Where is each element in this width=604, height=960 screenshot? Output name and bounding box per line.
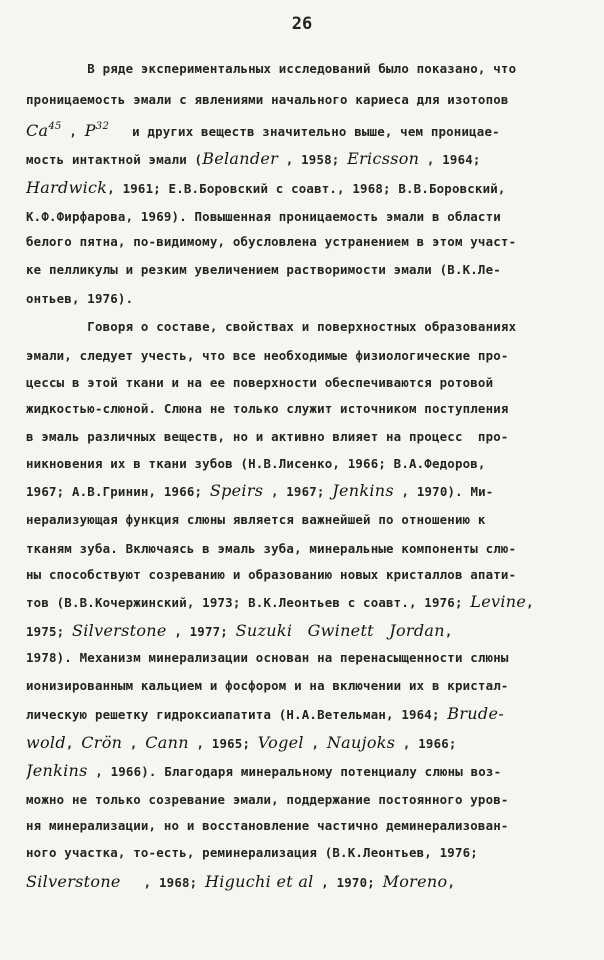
- handwritten-name: Suzuki: [235, 621, 293, 640]
- typed-text: ного участка, то-есть, реминерализация (В.К.Леонтьев, 1976;: [26, 845, 478, 860]
- typed-text: тов (В.В.Кочержинский, 1973; В.К.Леонтьев с соавт., 1976;: [26, 595, 471, 610]
- typed-text: [292, 624, 307, 639]
- typed-text: , 1966;: [395, 736, 457, 751]
- typed-text: ке пелликулы и резким увеличением растворимости эмали (В.К.Ле-: [26, 262, 501, 277]
- typed-text: ионизированным кальцием и фосфором и на включении их в кристал-: [26, 678, 509, 693]
- typed-text: лическую решетку гидроксиапатита (Н.А.Ветельман, 1964;: [26, 707, 448, 722]
- typed-text: жидкостью-слюной. Слюна не только служит источником поступления: [26, 401, 509, 416]
- text-line: [26, 872, 578, 894]
- typed-text: в эмаль различных веществ, но и активно влияет на процесс про-: [26, 429, 509, 444]
- typed-text: , 1961; Е.В.Боровский с соавт., 1968; В.В.Боровский,: [107, 181, 506, 196]
- typed-text: проницаемость эмали с явлениями начального кариеса для изотопов: [26, 92, 509, 107]
- handwritten-name: Brude-: [447, 704, 504, 723]
- handwritten-name: Cann: [145, 733, 189, 752]
- typed-text: белого пятна, по-видимому, обусловлена устранением в этом участ-: [26, 234, 517, 249]
- typed-text: , 1965;: [188, 736, 258, 751]
- typed-text: ,: [122, 736, 146, 751]
- handwritten-name: Speirs: [209, 481, 264, 500]
- handwritten-name: Jenkins: [26, 761, 88, 780]
- typed-text: никновения их в ткани зубов (Н.В.Лисенко, 1966; В.А.Федоров,: [26, 456, 486, 471]
- typed-text: Говоря о составе, свойствах и поверхностных образованиях: [26, 319, 517, 334]
- text-line: [26, 149, 578, 171]
- handwritten-name: Silverstone: [71, 621, 167, 640]
- text-line: [26, 121, 578, 143]
- typed-text: ,: [65, 736, 82, 751]
- handwritten-name: wold: [26, 733, 66, 752]
- typed-text: В ряде экспериментальных исследований было показано, что: [26, 61, 517, 76]
- typed-text: , 1967;: [263, 484, 333, 499]
- handwritten-name: Hardwick: [26, 178, 108, 197]
- handwritten-name: 32: [95, 121, 110, 132]
- text-line: [26, 372, 578, 394]
- text-line: [26, 426, 578, 448]
- text-line: [26, 58, 578, 80]
- text-line: [26, 815, 578, 837]
- text-line: [26, 592, 578, 614]
- typed-text: цессы в этой ткани и на ее поверхности обеспечиваются ротовой: [26, 375, 494, 390]
- typed-text: ,: [61, 124, 85, 139]
- text-line: [26, 621, 578, 643]
- text-line: [26, 288, 578, 310]
- typed-text: можно не только созревание эмали, поддержание постоянного уров-: [26, 792, 509, 807]
- typed-text: , 1968;: [120, 875, 205, 890]
- text-line: [26, 704, 578, 726]
- text-line: [26, 538, 578, 560]
- handwritten-name: Ca: [26, 121, 49, 140]
- text-line: [26, 206, 578, 228]
- typed-text: 1978). Механизм минерализации основан на перенасыщенности слюны: [26, 650, 509, 665]
- typed-text: ,: [444, 624, 453, 639]
- page-number: 26: [291, 14, 313, 34]
- typed-text: ,: [526, 595, 534, 610]
- handwritten-name: P: [84, 121, 96, 140]
- typed-text: мость интактной эмали (: [26, 152, 203, 167]
- typed-text: , 1966). Благодаря минеральному потенциалу слюны воз-: [87, 764, 502, 779]
- handwritten-name: Levine: [470, 592, 527, 611]
- typed-text: , 1977;: [166, 624, 236, 639]
- text-line: [26, 453, 578, 475]
- handwritten-name: Belander: [202, 149, 279, 168]
- typed-text: и других веществ значительно выше, чем проницае-: [109, 124, 500, 139]
- typed-text: ня минерализации, но и восстановление частично деминерализован-: [26, 818, 509, 833]
- typed-text: 1967; А.В.Гринин, 1966;: [26, 484, 210, 499]
- text-line: [26, 509, 578, 531]
- text-line: [26, 842, 578, 864]
- typed-text: тканям зуба. Включаясь в эмаль зуба, минеральные компоненты слю-: [26, 541, 517, 556]
- text-line: [26, 733, 578, 755]
- text-line: [26, 89, 578, 111]
- handwritten-name: Higuchi et al: [204, 872, 314, 891]
- typed-text: ны способствуют созреванию и образованию новых кристаллов апати-: [26, 567, 517, 582]
- text-line: [26, 761, 578, 783]
- text-line: [26, 564, 578, 586]
- handwritten-name: Jenkins: [332, 481, 394, 500]
- text-line: [26, 398, 578, 420]
- text-line: [26, 259, 578, 281]
- typed-text: ,: [303, 736, 327, 751]
- handwritten-name: Crön: [81, 733, 123, 752]
- text-line: [26, 178, 578, 200]
- handwritten-name: Moreno: [382, 872, 448, 891]
- handwritten-name: Jordan: [389, 621, 445, 640]
- text-line: [26, 647, 578, 669]
- text-line: [26, 481, 578, 503]
- handwritten-name: Gwinett: [307, 621, 374, 640]
- handwritten-name: Silverstone: [26, 872, 121, 891]
- typed-text: 1975;: [26, 624, 72, 639]
- text-line: [26, 316, 578, 338]
- typed-text: эмали, следует учесть, что все необходимые физиологические про-: [26, 348, 509, 363]
- text-line: [26, 345, 578, 367]
- text-line: [26, 675, 578, 697]
- typed-text: онтьев, 1976).: [26, 291, 134, 306]
- handwritten-name: Naujoks: [326, 733, 396, 752]
- text-line: [26, 231, 578, 253]
- typed-text: , 1964;: [419, 152, 481, 167]
- typed-text: , 1970). Ми-: [393, 484, 494, 499]
- typed-text: [374, 624, 389, 639]
- handwritten-name: 45: [48, 121, 62, 132]
- typed-text: , 1970;: [313, 875, 383, 890]
- typed-text: К.Ф.Фирфарова, 1969). Повышенная проницаемость эмали в области: [26, 209, 501, 224]
- handwritten-name: Vogel: [257, 733, 304, 752]
- typed-text: ,: [447, 875, 456, 890]
- typed-text: , 1958;: [278, 152, 348, 167]
- text-line: [26, 789, 578, 811]
- typed-text: нерализующая функция слюны является важнейшей по отношению к: [26, 512, 486, 527]
- handwritten-name: Ericsson: [347, 149, 420, 168]
